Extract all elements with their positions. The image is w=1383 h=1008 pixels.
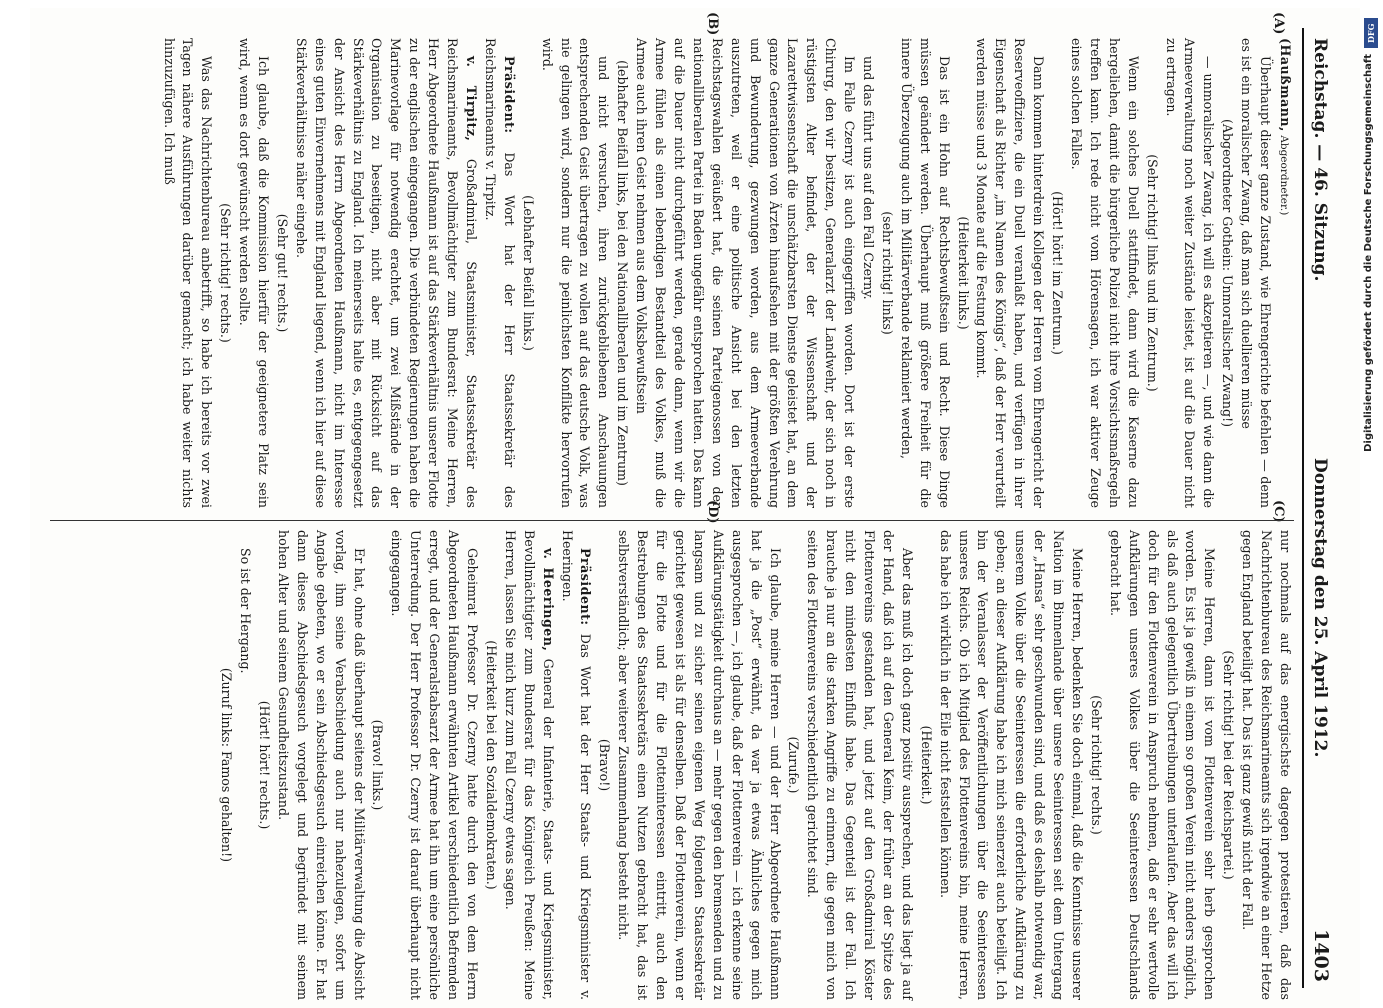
dfg-logo: DFG [1364, 18, 1378, 48]
paragraph: Meine Herren, bedenken Sie doch einmal, daß die Kenntnisse unserer Nation im Binnenlande über unsere Seeinteressen seit dem Untergang der „Hansa“ sehr geschwunden sind, und daß es deshalb notwendig war, unserem Volke über die Seeinteressen die erforderliche Aufklärung zu geben; an dieser Aufklärung habe ich mich seinerzeit auch beteiligt. Ich bin der Veranlasser der Veröffentlichungen über die Seeinteressen unseres Reichs. Ob ich Mitglied des Flottenvereins bin, meine Herren, das habe ich wirklich in der Eile nicht feststellen können. [937, 530, 1086, 1000]
speech-paragraph [557, 530, 595, 1000]
paragraph: So ist der Hergang. [238, 548, 254, 674]
paragraph: nur nochmals auf das energischste dagegen protestieren, daß das Nachrichtenbureau des Reichsmarineamts sich irgendwie an einer Hetze gegen England beteiligt hat. Das ist ganz gewiß nicht der Fall. [1240, 530, 1293, 1000]
speaker-name: v. Tirpitz, [464, 56, 480, 142]
speaker-name: v. Heeringen, [540, 548, 556, 652]
interjection: (Sehr richtig! links und im Zentrum.) [1144, 154, 1160, 392]
paragraph: Überhaupt dieser ganze Zustand, wie Ehrengerichte befehlen — denn es ist ein moralischer Zwang, daß man sich duellieren müsse [1239, 38, 1274, 508]
interjection: (Hört! hört! rechts.) [257, 700, 273, 830]
speech-text: Das Wort hat der Herr Staatssekretär des Reichsmarineamts v. Tirpitz. [482, 38, 517, 508]
paragraph: Ich glaube, daß die Kommission hierfür der geeignetere Platz sein wird, wenn es dort gewünscht werden sollte. [237, 38, 272, 508]
left-column [50, 38, 1294, 521]
interjection: (Bravo!) [597, 738, 613, 792]
speech-text: General der Infanterie, Staats- und Kriegsminister, Bevollmächtigter zum Bundesrat für das Königreich Preußen: Meine Herren, lassen Sie mich kurz zum Fall Czerny etwas sagen. [502, 530, 556, 1000]
margin-marker-b: (B) [705, 12, 720, 36]
page-header [1302, 28, 1334, 988]
speech-paragraph [291, 38, 480, 508]
speech-text: Das Wort hat der Herr Staats- und Kriegsminister v. Heeringen. [559, 530, 594, 1000]
document-page [30, 8, 1360, 1008]
speaker-role: Abgeordneter.) [1278, 131, 1290, 216]
interjection: (Abgeordneter Gothein: Unmoralischer Zwang!) [1220, 118, 1236, 428]
interjection: (Heiterkeit bei den Sozialdemokraten.) [483, 640, 499, 890]
margin-marker-a: (A) [1271, 12, 1286, 35]
paragraph: Wenn ein solches Duell stattfindet, dann wird die Kaserne dazu hergeliehen, damit die bürgerliche Polizei nicht ihre Vorsichtsmaßregeln treffen kann. Ich rede nicht vom Hörensagen, ich war aktiver Zeuge eines solchen Falles. [1069, 38, 1141, 508]
interjection: (Sehr richtig! rechts.) [1088, 695, 1104, 835]
interjection: (Sehr richtig! bei der Reichspartei.) [1221, 650, 1237, 880]
speaker-name: Präsident: [578, 548, 594, 626]
interjection: (Heiterkeit.) [918, 725, 934, 805]
interjection: (lebhafter Beifall links, bei den Nationalliberalen und im Zentrum) [615, 60, 631, 486]
speech-text: Großadmiral, Staatsminister, Staatssekretär des Reichsmarineamts, Bevollmächtigter zum Bundesrat: Meine Herren, Herr Abgeordnete Haußmann ist auf das Stärkeverhältnis unserer Flotte zu der englischen eingegangen. Die verbündeten Regierungen haben die Marinevorlage für notwendig erachtet, um zwei Mißstände in der Organisation zu beseitigen, nicht aber mit Rücksicht auf das Stärkeverhältnis zu England. Ich meinerseits halte es, entgegengesetzt der Ansicht des Herrn Abgeordneten Haußmann, nicht im Interesse eines guten Einvernehmens mit England liegend, wenn ich hier auf diese Stärkeverhältnisse näher eingehe. [293, 38, 480, 508]
interjection: (Lebhafter Beifall links.) [520, 195, 536, 351]
paragraph: Geheimrat Professor Dr. Czerny hatte durch den von dem Herrn Abgeordneten Haußmann erwähnten Artikel verschiedentlich Befremden erregt, und der Generalstabsarzt der Armee hat ihn um eine persönliche Unterredung. Der Herr Professor Dr. Czerny ist darauf überhaupt nicht eingegangen. [389, 530, 481, 1000]
header-date: Donnerstag den 25. April 1912. [1310, 458, 1330, 758]
paragraph: Dann kommen hinterdrein Kollegen der Herren vom Ehrengericht der Reserveoffiziere, die ein Duell veranlaßt haben, und verfügen in ihrer Eigenschaft als Richter „im Namen des Königs“, daß der Herr verurteilt werden müsse und 3 Monate auf die Festung kommt. [974, 38, 1047, 508]
interjection: (Heiterkeit links.) [955, 216, 971, 330]
interjection: (Bravo! links.) [370, 719, 386, 811]
paragraph: und nicht versuchen, ihren zurückgebliebenen Anschauungen entsprechenden Geist übertragen zu wollen auf das deutsche Volk, was nie gelingen wird, sondern nur die peinlichsten Konflikte hervorrufen wird. [539, 38, 612, 508]
digitization-note [1361, 10, 1381, 990]
paragraph: Was das Nachrichtenbureau anbetrifft, so habe ich bereits vor zwei Tagen nähere Ausführungen darüber gemacht; ich habe weiter nichts hinzuzufügen. Ich muß [161, 38, 215, 508]
interjection: (Sehr gut! rechts.) [274, 213, 290, 333]
digitization-credit: Digitalisierung gefördert durch die Deutsche Forschungsgemeinschaft [1363, 54, 1374, 452]
paragraph: und das führt uns auf den Fall Czerny. [861, 56, 877, 300]
speaker-name: (Haußmann, [1278, 38, 1293, 132]
paragraph: — unmoralischer Zwang, ich will es akzeptieren —, und wie dann die Armeeverwaltung noch weiter Zustände leistet, ist auf die Dauer nicht zu ertragen. [1163, 38, 1217, 508]
speaker-name: Präsident: [501, 56, 517, 134]
interjection: (Sehr richtig! rechts.) [218, 203, 234, 343]
paragraph: Meine Herren, dann ist vom Flottenverein sehr herb gesprochen worden. Es ist ja gewiß in einem so großen Verein nicht anders möglich, als daß auch gelegentlich Übertreibungen unterlaufen. Aber das will ich doch für den Flottenverein in Anspruch nehmen, daß er sehr wertvolle Aufklärungen unseres Volkes über die Seeinteressen Deutschlands gebracht hat. [1107, 530, 1218, 1000]
margin-marker-d: (D) [705, 500, 720, 524]
header-session: Reichstag. — 46. Sitzung. [1310, 38, 1330, 282]
paragraph: Im Falle Czerny ist auch eingegriffen worden. Dort ist der erste Chirurg, den wir besitzen, Generalarzt der Landwehr, der sich noch in rüstigsten Alter befindet, der der Wissenschaft und der Lazarettwissenschaft die unschätzbarsten Dienste geleistet hat, an dem ganze Generationen von Ärzten hinaufsehen mit der größten Verehrung und Bewunderung, gezwungen worden, aus dem Armeeverbande auszutreten, weil er eine politische Ansicht bei den letzten Reichstagswahlen geäußert hat, die seinen Parteigenossen von der nationalliberalen Partei in Baden ungefähr entsprochen hatten. Das kann auf die Dauer nicht durchgeführt werden, gerade dann, wenn wir die Armee fühlen als einen lebendigen Bestandteil des Volkes, muß die Armee auch ihren Geist nehmen aus dem Volksbewußtsein [634, 38, 858, 508]
interjection: (Hört! hört! im Zentrum.) [1050, 191, 1066, 355]
header-page-number: 1403 [1310, 929, 1332, 982]
interjection: (sehr richtig! links) [879, 211, 895, 335]
margin-marker-c: (C) [1271, 500, 1286, 523]
interjection: (Zurufe.) [786, 736, 802, 794]
speaker-continuation [1274, 38, 1294, 508]
paragraph: Aber das muß ich doch ganz positiv aussprechen, und das liegt ja auf der Hand, daß ich auf den General Keim, der früher an der Spitze des Flottenvereins gestanden hat, und jetzt auf den Großadmiral Köster nicht den mindesten Einfluß habe. Das Gegenteil ist der Fall. Ich brauche ja nur an die starken Angriffe zu erinnern, die gegen mich von seiten des Flottenvereins verschiedentlich gerichtet sind. [805, 530, 915, 1000]
right-column [50, 530, 1294, 1000]
interjection: (Zuruf links: Famos gehalten!) [219, 667, 235, 863]
paragraph: Er hat, ohne daß überhaupt seitens der Militärverwaltung die Absicht vorlag, ihm seine Verabschiedung auch nur nahezulegen, sofort um Angabe gebeten, wo er sein Abschiedsgesuch einreichen könne. Er hat dann dieses Abschiedsgesuch vorgelegt und begründet mit seinem hohen Alter und seinem Gesundheitszustand. [275, 530, 367, 1000]
speech-paragraph [480, 38, 518, 508]
speech-paragraph [500, 530, 557, 1000]
paragraph: Das ist ein Hohn auf Rechtsbewußtsein und Recht. Diese Dinge müssen geändert werden. Überhaupt muß größere Freiheit für die innere Überzeugung auch im Militärverbande reklamiert werden, [898, 38, 952, 508]
paragraph: Ich glaube, meine Herren — und der Herr Abgeordnete Haußmann hat ja die „Post“ erwähnt, da war ja etwas Ähnliches gegen mich ausgesprochen —, ich glaube, daß der Flottenverein — ich erkenne seine Aufklärungstätigkeit durchaus an — mehr gegen den bremsenden und zu langsam und zu sicher seinen eigenen Weg folgenden Staatssekretär gerichtet gewesen ist als für denselben. Daß der Flottenverein, wenn er für die Flotte und für die Flotteninteressen eintritt, auch den Bestrebungen des Staatssekretärs einen Nutzen gebracht hat, das ist selbstverständlich; aber weiterer Zusammenhang besteht nicht. [616, 530, 783, 1000]
